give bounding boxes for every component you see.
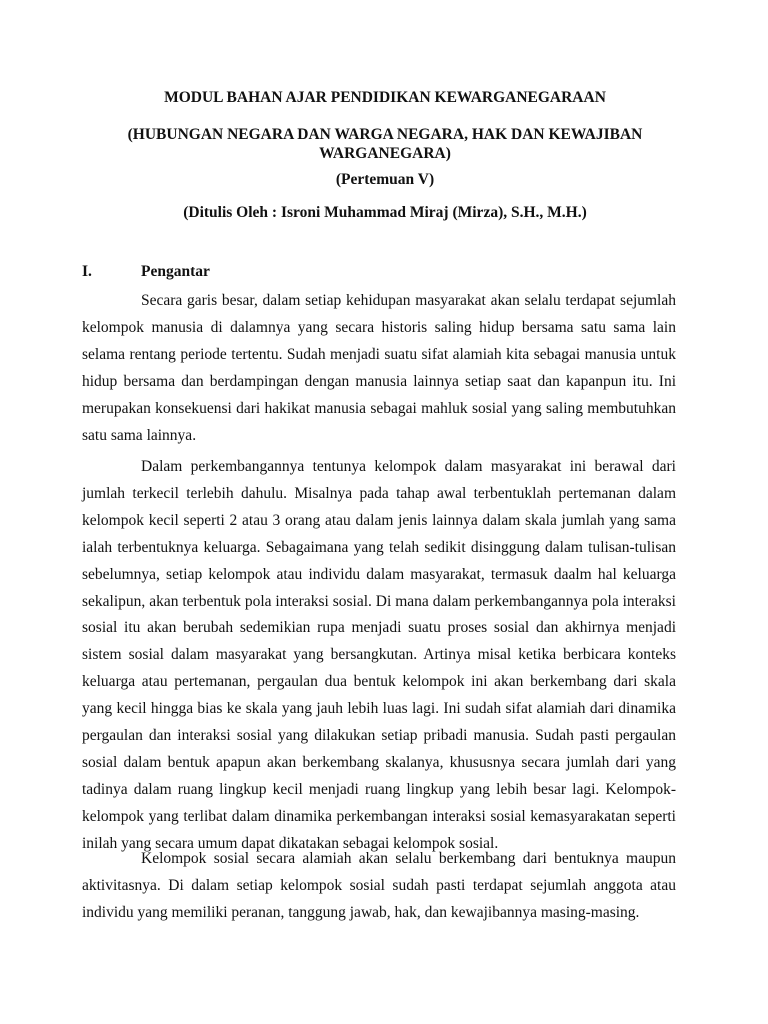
document-subtitle: (HUBUNGAN NEGARA DAN WARGA NEGARA, HAK DAN KEWAJIBAN WARGANEGARA) <box>127 126 643 162</box>
paragraph: Dalam perkembangannya tentunya kelompok dalam masyarakat ini berawal dari jumlah terkecil terlebih dahulu. Misalnya pada tahap awal terbentuklah pertemanan dalam kelompok kecil seperti 2 atau 3 orang atau dalam jenis lainnya dalam skala jumlah yang sama ialah terbentuknya keluarga. Sebagaimana yang telah sedikit disinggung dalam tulisan-tulisan sebelumnya, setiap kelompok atau individu dalam masyarakat, termasuk daalm hal keluarga sekalipun, akan terbentuk pola interaksi sosial. Di mana dalam perkembangannya pola interaksi sosial itu akan berubah sedemikian rupa menjadi suatu proses sosial dan akhirnya menjadi sistem sosial dalam masyarakat yang bersangkutan. Artinya misal ketika berbicara konteks keluarga atau pertemanan, pergaulan dua bentuk kelompok ini akan berkembang dari skala yang kecil hingga bias ke skala yang jauh lebih luas lagi. Ini sudah sifat alamiah dari dinamika pergaulan dan interaksi sosial yang dilakukan setiap pribadi manusia. Sudah pasti pergaulan sosial dalam bentuk apapun akan berkembang skalanya, khususnya secara jumlah dari yang tadinya dalam ruang lingkup kecil menjadi ruang lingkup yang lebih besar lagi. Kelompok-kelompok yang terlibat dalam dinamika perkembangan interaksi sosial kemasyarakatan seperti inilah yang secara umum dapat dikatakan sebagai kelompok sosial. <box>82 458 676 852</box>
author-line: (Ditulis Oleh : Isroni Muhammad Miraj (Mirza), S.H., M.H.) <box>183 204 587 221</box>
paragraph: Secara garis besar, dalam setiap kehidupan masyarakat akan selalu terdapat sejumlah kelompok manusia di dalamnya yang secara historis saling hidup bersama satu sama lain selama rentang periode tertentu. Sudah menjadi suatu sifat alamiah kita sebagai manusia untuk hidup bersama dan berdampingan dengan manusia lainnya setiap saat dan kapanpun itu. Ini merupakan konsekuensi dari hakikat manusia sebagai mahluk sosial yang saling membutuhkan satu sama lainnya. <box>82 292 676 444</box>
section-number: I. <box>82 263 92 280</box>
meeting-label: (Pertemuan V) <box>335 171 435 188</box>
paragraph: Kelompok sosial secara alamiah akan selalu berkembang dari bentuknya maupun aktivitasnya. Di dalam setiap kelompok sosial sudah pasti terdapat sejumlah anggota atau individu yang memiliki peranan, tanggung jawab, hak, dan kewajibannya masing-masing. <box>82 850 676 921</box>
document-title: MODUL BAHAN AJAR PENDIDIKAN KEWARGANEGARAAN <box>164 89 606 106</box>
section-heading: Pengantar <box>141 263 210 280</box>
